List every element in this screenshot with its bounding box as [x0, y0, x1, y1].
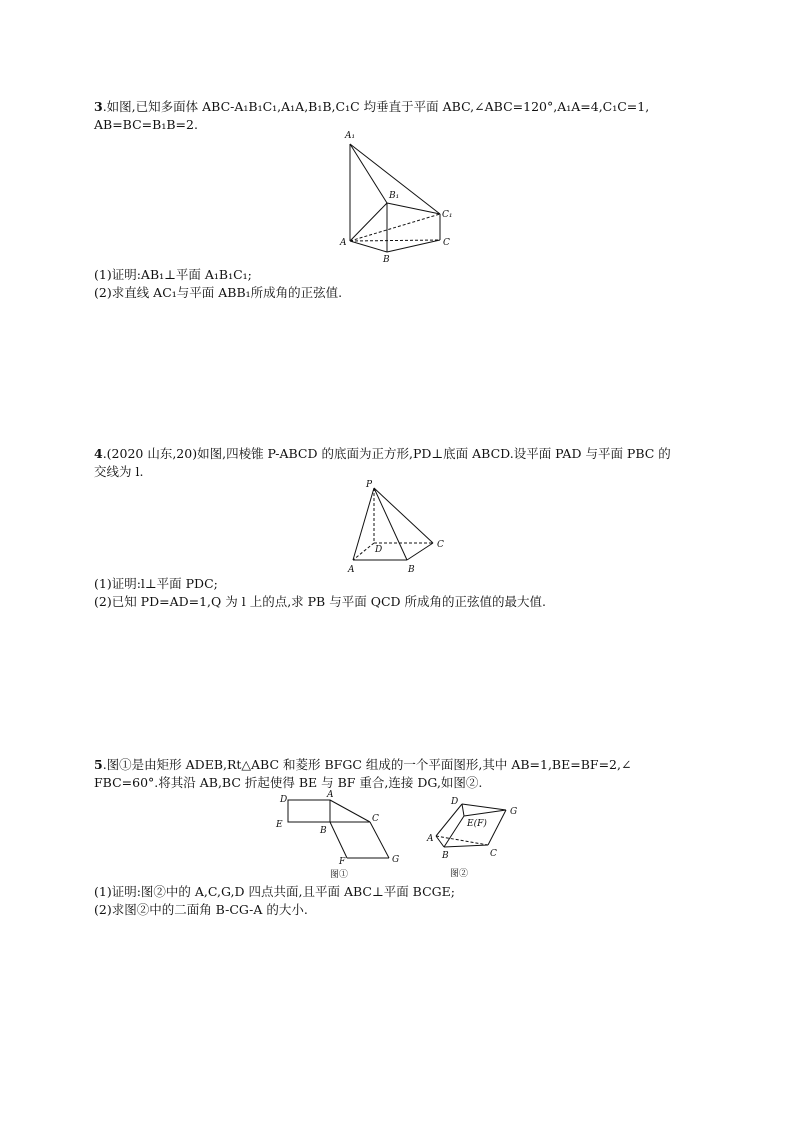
edge-AB1 [350, 203, 387, 241]
edge-EB [444, 816, 464, 847]
problem4-line1 [94, 445, 671, 463]
edge-PA [353, 488, 374, 560]
edge-CG [370, 822, 389, 858]
edge-B1C1 [387, 203, 440, 214]
edge-BC [407, 543, 433, 560]
label-A: A [427, 834, 434, 844]
label-C: C [490, 849, 497, 859]
problem3-question1: (1)证明:AB₁⊥平面 A₁B₁C₁; [94, 267, 252, 282]
problem5-question2: (2)求图②中的二面角 B-CG-A 的大小. [94, 902, 308, 917]
problem4-figure [343, 478, 453, 576]
edge-AC-hidden [436, 836, 488, 845]
edge-DG [462, 804, 506, 810]
label-B: B [320, 826, 327, 836]
problem4-statement-2: 交线为 l. [94, 464, 144, 479]
label-F: F [339, 857, 346, 867]
label-D: D [375, 545, 383, 555]
edge-BC [444, 845, 488, 847]
rectangle-ADEB [288, 800, 330, 822]
edge-BF [330, 822, 347, 858]
label-B: B [408, 565, 415, 575]
problem5-question1: (1)证明:图②中的 A,C,G,D 四点共面,且平面 ABC⊥平面 BCGE; [94, 884, 455, 899]
label-B1: B₁ [389, 191, 400, 201]
figure2-caption: 图② [450, 869, 469, 879]
label-B: B [442, 851, 449, 861]
problem4-statement-1: .(2020 山东,20)如图,四棱锥 P-ABCD 的底面为正方形,PD⊥底面 ABCD.设平面 PAD 与平面 PBC 的 [102, 446, 671, 461]
edge-AC-hidden [350, 240, 440, 241]
problem5-figure1 [272, 788, 412, 883]
edge-BC [387, 240, 440, 252]
problem3-statement-2: AB=BC=B₁B=2. [94, 117, 198, 132]
edge-AB [350, 241, 387, 252]
problem5-figure2 [424, 792, 534, 880]
edge-DA [436, 804, 462, 836]
label-A: A [327, 790, 334, 800]
label-C: C [443, 238, 450, 248]
problem4-question2: (2)已知 PD=AD=1,Q 为 l 上的点,求 PB 与平面 QCD 所成角的正弦值的最大值. [94, 594, 546, 609]
edge-AC [330, 800, 370, 822]
problem3-number: 3 [94, 99, 103, 114]
edge-DA-hidden [353, 543, 374, 560]
label-D: D [280, 795, 288, 805]
label-P: P [366, 480, 373, 490]
label-A: A [348, 565, 355, 575]
label-EF: E(F) [467, 819, 487, 829]
edge-GC [488, 810, 506, 845]
label-A: A [340, 238, 347, 248]
label-C: C [437, 540, 444, 550]
label-A1: A₁ [345, 131, 356, 141]
edge-PC [374, 488, 433, 543]
label-D: D [451, 797, 459, 807]
label-C1: C₁ [442, 210, 453, 220]
problem5-number: 5 [94, 757, 103, 772]
edge-A1B1 [350, 144, 387, 203]
figure1-caption: 图① [330, 870, 349, 880]
label-C: C [372, 814, 379, 824]
problem4-question1: (1)证明:l⊥平面 PDC; [94, 576, 218, 591]
problem3-figure [335, 126, 465, 266]
problem5-statement-2: FBC=60°.将其沿 AB,BC 折起使得 BE 与 BF 重合,连接 DG,如图②. [94, 775, 483, 790]
edge-DE [462, 804, 464, 816]
problem4-number: 4 [94, 446, 103, 461]
problem3-question2: (2)求直线 AC₁与平面 ABB₁所成角的正弦值. [94, 285, 343, 300]
problem5-statement-1: .图①是由矩形 ADEB,Rt△ABC 和菱形 BFGC 组成的一个平面图形,其中 AB=1,BE=BF=2,∠ [102, 757, 632, 772]
edge-EG [464, 810, 506, 816]
label-G: G [392, 855, 400, 865]
label-E: E [276, 820, 283, 830]
problem5-line1 [94, 756, 631, 774]
problem3-statement-1: .如图,已知多面体 ABC-A₁B₁C₁,A₁A,B₁B,C₁C 均垂直于平面 ABC,∠ABC=120°,A₁A=4,C₁C=1, [102, 99, 650, 114]
label-G: G [510, 807, 518, 817]
label-B: B [383, 255, 390, 265]
edge-A1C1 [350, 144, 440, 214]
problem3-line1 [94, 98, 649, 116]
